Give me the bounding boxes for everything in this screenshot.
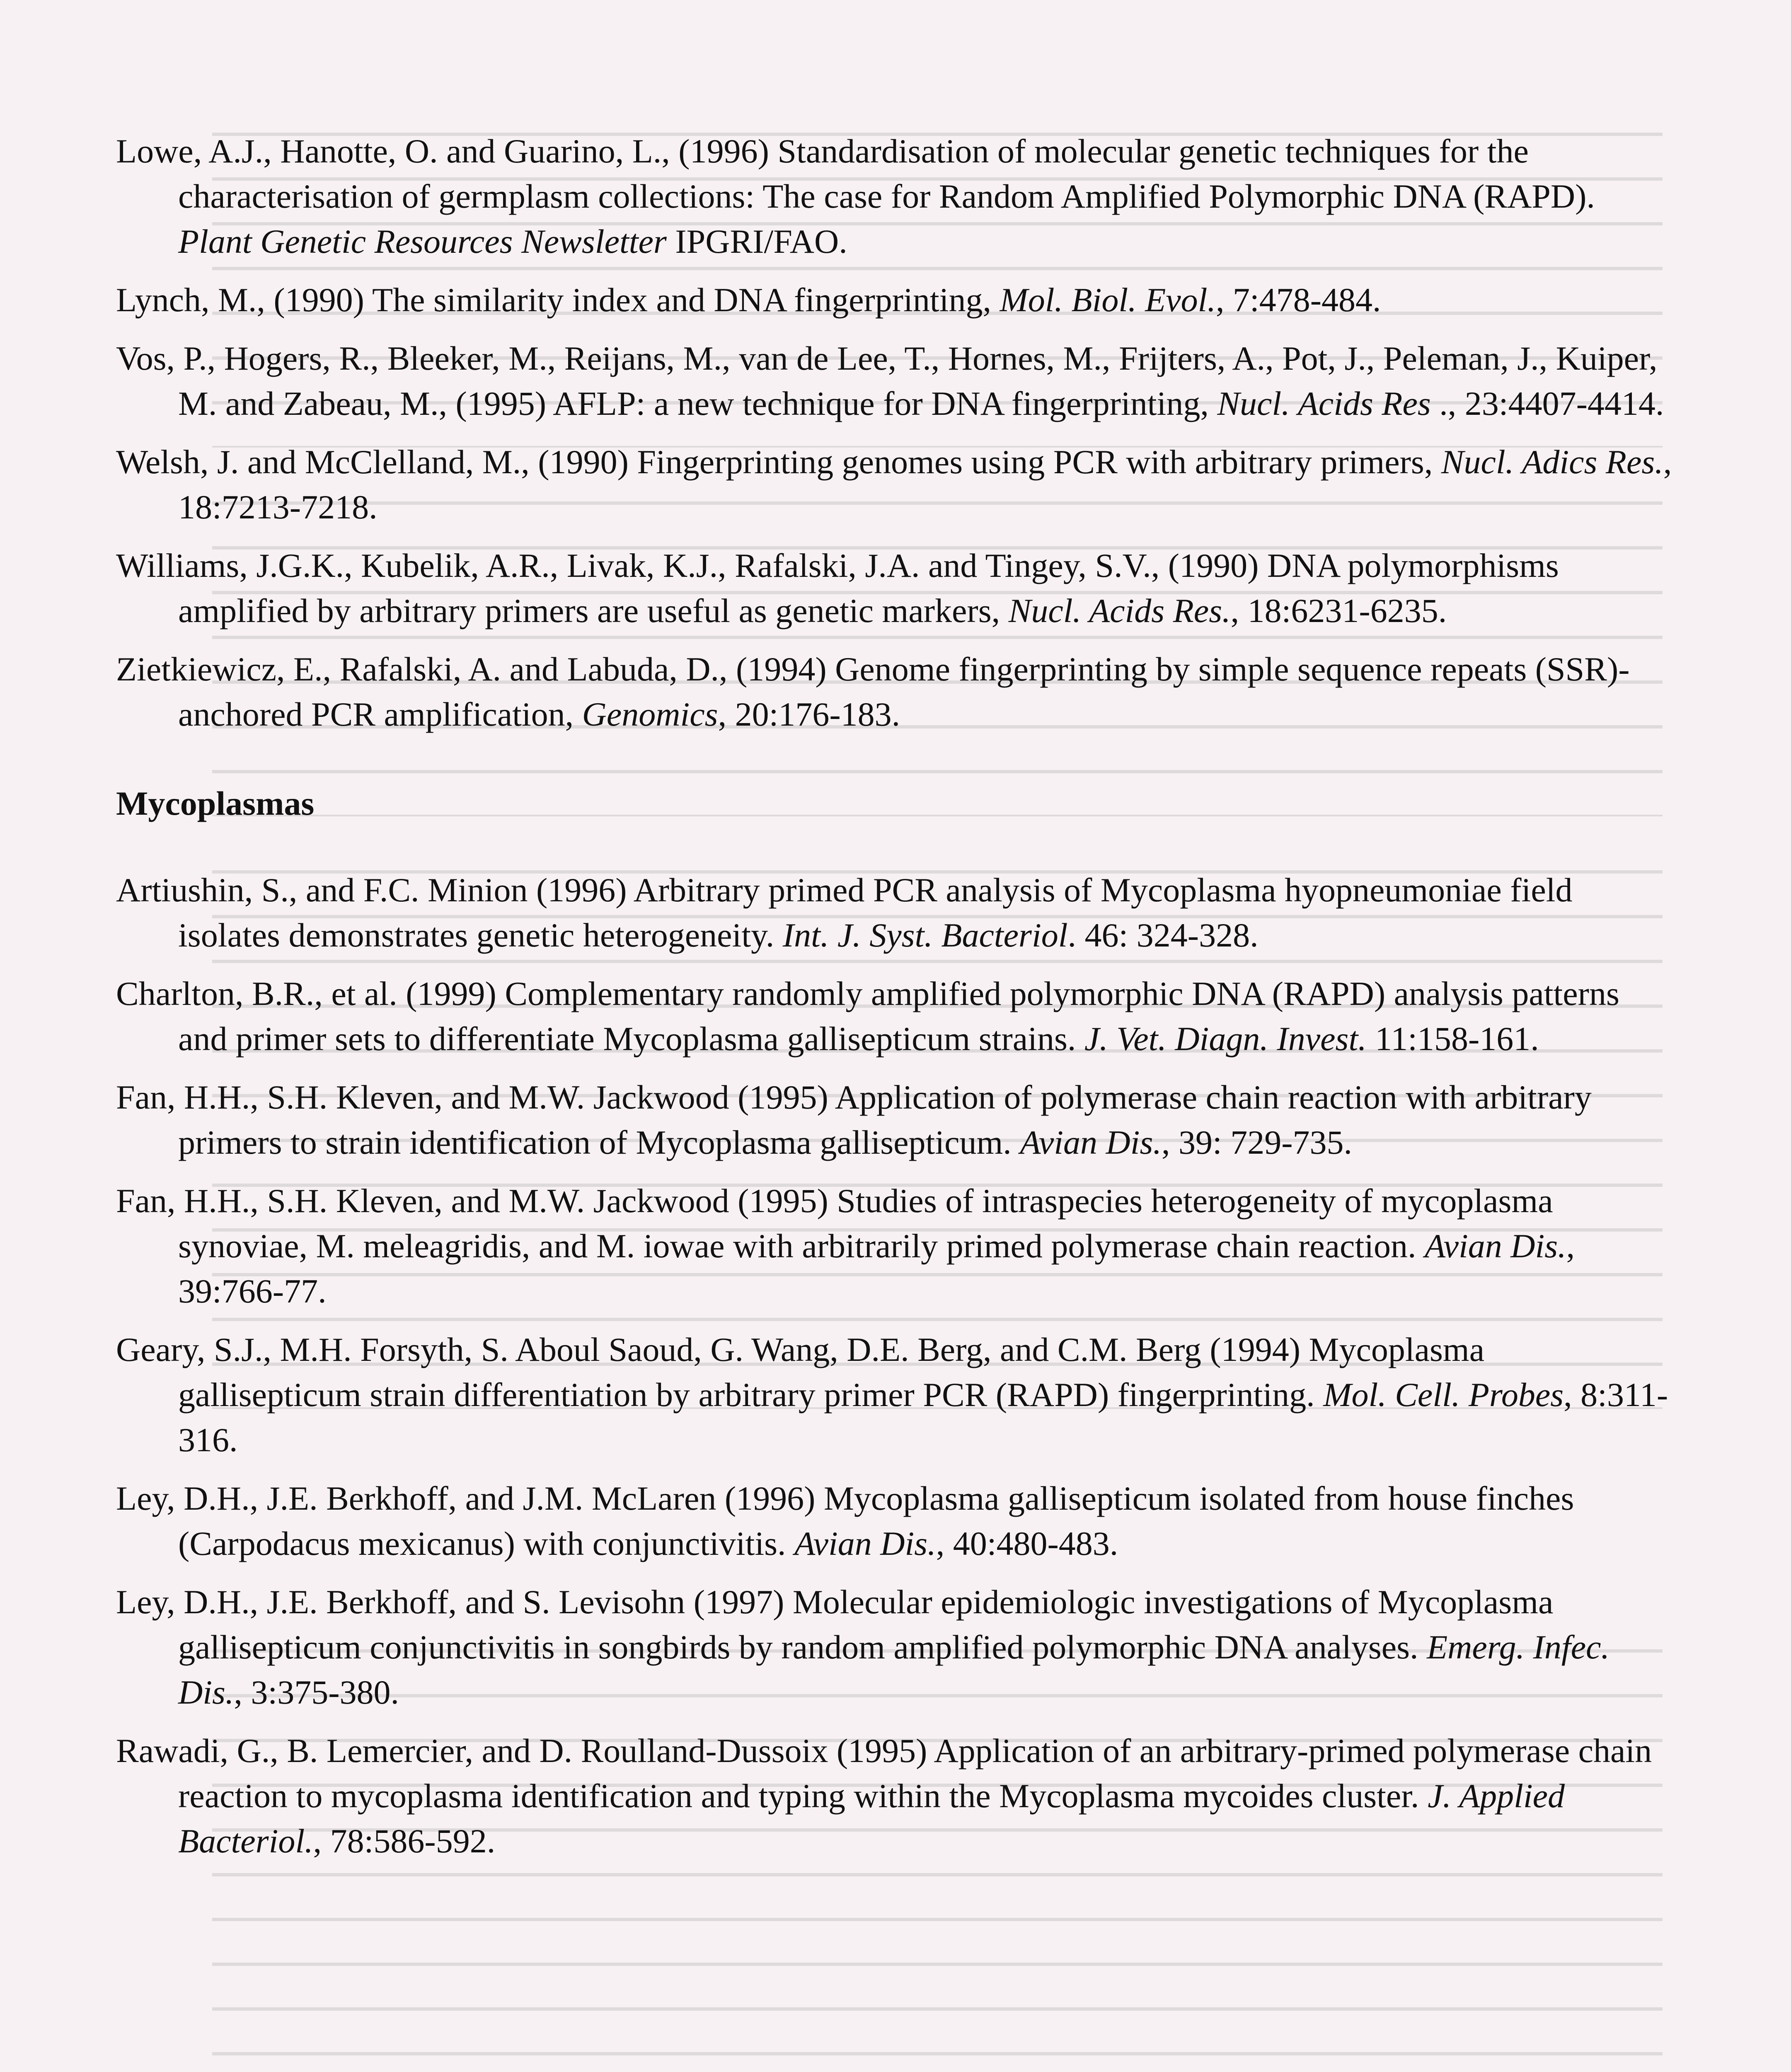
reference-lowe-1996: Lowe, A.J., Hanotte, O. and Guarino, L., (1996) Standardisation of molecular genetic techniques for the characterisation of germplasm collections: The case for Random Amplified Polymorphic DNA (RAPD). Plant Genetic Resources Newsletter IPGRI/FAO. bbox=[116, 132, 1595, 260]
reference-fan-1995-heterogeneity: Fan, H.H., S.H. Kleven, and M.W. Jackwood (1995) Studies of intraspecies heterogeneity of mycoplasma synoviae, M. meleagridis, and M. iowae with arbitrarily primed polymerase chain reaction. Avian Dis., 39:766-77. bbox=[116, 1182, 1575, 1310]
reference-geary-1994: Geary, S.J., M.H. Forsyth, S. Aboul Saoud, G. Wang, D.E. Berg, and C.M. Berg (1994) Mycoplasma gallisepticum strain differentiation by arbitrary primer PCR (RAPD) fingerprinting. Mol. Cell. Probes, 8:311-316. bbox=[116, 1331, 1668, 1459]
reference-ley-1996: Ley, D.H., J.E. Berkhoff, and J.M. McLaren (1996) Mycoplasma gallisepticum isolated from house finches (Carpodacus mexicanus) with conjunctivitis. Avian Dis., 40:480-483. bbox=[116, 1479, 1574, 1562]
reference-rawadi-1995: Rawadi, G., B. Lemercier, and D. Roulland-Dussoix (1995) Application of an arbitrary-primed polymerase chain reaction to mycoplasma identification and typing within the Mycoplasma mycoides cluster. J. Applied Bacteriol., 78:586-592. bbox=[116, 1732, 1652, 1860]
reference-lynch-1990: Lynch, M., (1990) The similarity index and DNA fingerprinting, Mol. Biol. Evol., 7:478-484. bbox=[116, 281, 1381, 319]
section-heading-mycoplasmas: Mycoplasmas bbox=[116, 784, 315, 822]
reference-ley-1997: Ley, D.H., J.E. Berkhoff, and S. Levisohn (1997) Molecular epidemiologic investigations of Mycoplasma gallisepticum conjunctivitis in songbirds by random amplified polymorphic DNA analyses. Emerg. Infec. Dis., 3:375-380. bbox=[116, 1583, 1610, 1711]
reference-zietkiewicz-1994: Zietkiewicz, E., Rafalski, A. and Labuda, D., (1994) Genome fingerprinting by simple sequence repeats (SSR)-anchored PCR amplification, Genomics, 20:176-183. bbox=[116, 650, 1630, 733]
reference-artiushin-1996: Artiushin, S., and F.C. Minion (1996) Arbitrary primed PCR analysis of Mycoplasma hyopneumoniae field isolates demonstrates genetic heterogeneity. Int. J. Syst. Bacteriol. 46: 324-328. bbox=[116, 871, 1573, 954]
reference-williams-1990: Williams, J.G.K., Kubelik, A.R., Livak, K.J., Rafalski, J.A. and Tingey, S.V., (1990) DNA polymorphisms amplified by arbitrary primers are useful as genetic markers, Nucl. Acids Res., 18:6231-6235. bbox=[116, 547, 1559, 629]
reference-welsh-1990: Welsh, J. and McClelland, M., (1990) Fingerprinting genomes using PCR with arbitrary primers, Nucl. Adics Res., 18:7213-7218. bbox=[116, 443, 1672, 526]
reference-content bbox=[116, 128, 1674, 1877]
reference-fan-1995-application: Fan, H.H., S.H. Kleven, and M.W. Jackwood (1995) Application of polymerase chain reaction with arbitrary primers to strain identification of Mycoplasma gallisepticum. Avian Dis., 39: 729-735. bbox=[116, 1078, 1592, 1161]
reference-vos-1995: Vos, P., Hogers, R., Bleeker, M., Reijans, M., van de Lee, T., Hornes, M., Frijters, A., Pot, J., Peleman, J., Kuiper, M. and Zabeau, M., (1995) AFLP: a new technique for DNA fingerprinting, Nucl. Acids Res ., 23:4407-4414. bbox=[116, 339, 1664, 422]
reference-charlton-1999: Charlton, B.R., et al. (1999) Complementary randomly amplified polymorphic DNA (RAPD) analysis patterns and primer sets to differentiate Mycoplasma gallisepticum strains. J. Vet. Diagn. Invest. 11:158-161. bbox=[116, 975, 1619, 1058]
